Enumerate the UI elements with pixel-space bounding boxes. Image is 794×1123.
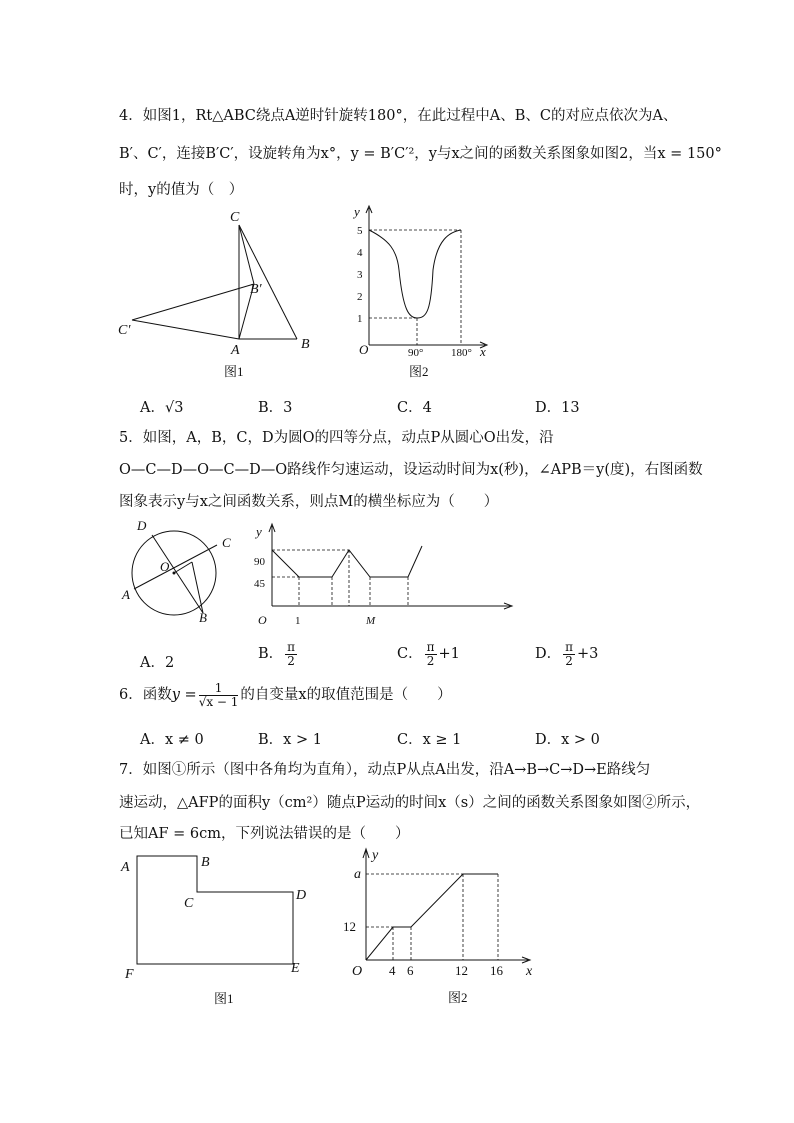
shape-label-F: F [125, 967, 134, 982]
q4-figure1 [112, 200, 332, 385]
q7-line1: 7．如图①所示（图中各角均为直角），动点P从点A出发，沿A→B→C→D→E路线匀 [119, 762, 651, 778]
graph-tick-90: 90 [254, 556, 265, 568]
q6-option-a: A．x ≠ 0 [140, 732, 204, 748]
circle-label-C: C [222, 535, 231, 550]
fig1-caption: 图1 [224, 364, 244, 379]
tick-y-2: 2 [357, 291, 363, 303]
graph-tick-1: 1 [295, 615, 301, 627]
origin-label: O [359, 342, 369, 357]
q5-option-d-label: D． [535, 646, 562, 663]
q7-figure2 [340, 843, 545, 1013]
tick-y-4: 4 [357, 247, 363, 259]
q5-line3: 图象表示y与x之间函数关系，则点M的横坐标应为（ ） [119, 494, 499, 510]
graph2-tick-a: a [354, 867, 361, 882]
graph2-y-label: y [372, 848, 379, 863]
shape-label-A: A [121, 860, 130, 875]
q5-graph [252, 518, 522, 633]
graph2-tick-16: 16 [490, 963, 503, 978]
label-C-prime: C′ [118, 323, 131, 338]
q6-option-b: B．x > 1 [258, 732, 322, 748]
q6-option-c: C．x ≥ 1 [397, 732, 462, 748]
tick-y-5: 5 [357, 225, 363, 237]
q4-line3: 时，y的值为（ ） [119, 182, 244, 198]
q6-fraction: $\frac{1}{√x - 1}$ [198, 681, 239, 709]
pi-over-2: $\frac{\pi}{2}$ [426, 640, 435, 668]
graph-y-label: y [256, 524, 262, 539]
q4-line1: 4．如图1，Rt△ABC绕点A逆时针旋转180°，在此过程中A、B、C的对应点依次为A、 [119, 108, 678, 124]
graph2-tick-12y: 12 [343, 919, 356, 934]
q4-option-c: C．4 [397, 400, 432, 416]
graph2-tick-6: 6 [407, 963, 414, 978]
circle-label-O: O [160, 559, 170, 574]
q5-option-b [258, 641, 299, 667]
q4-option-b: B．3 [258, 400, 293, 416]
q6-line: 6．函数y = $\frac{1}{√x - 1}$ 的自变量x的取值范围是（ ） [119, 681, 452, 709]
shape-label-C: C [184, 896, 194, 911]
label-C: C [230, 210, 240, 225]
graph-tick-45: 45 [254, 578, 265, 590]
q5-line1: 5．如图，A，B，C，D为圆O的四等分点，动点P从圆心O出发，沿 [119, 430, 554, 446]
q4-line2: B′、C′，连接B′C′，设旋转角为x°，y = B′C′²，y与x之间的函数关系图象如图2，当x = 150° [119, 146, 722, 162]
q7-line3: 已知AF = 6cm，下列说法错误的是（ ） [119, 826, 410, 842]
shape-label-E: E [291, 961, 300, 976]
q5-circle-figure [118, 515, 248, 630]
q7-figure1 [115, 848, 325, 1013]
fig1-caption: 图1 [214, 991, 234, 1006]
q5-option-b-label: B． [258, 646, 284, 663]
q5-option-d: D． $\frac{\pi}{2}$ +3 [535, 640, 599, 668]
graph2-tick-12: 12 [455, 963, 468, 978]
label-B: B [301, 337, 310, 352]
q5-option-c-label: C． [397, 646, 423, 663]
q4-option-d: D．13 [535, 400, 580, 416]
circle-label-B: B [199, 610, 207, 625]
graph-origin: O [258, 613, 267, 627]
pi-over-2: $\frac{\pi}{2}$ [565, 640, 574, 668]
tick-y-3: 3 [357, 269, 363, 281]
q6-option-d: D．x > 0 [535, 732, 600, 748]
tick-x-90: 90° [408, 347, 424, 359]
q5-option-a: A．2 [140, 655, 175, 671]
tick-x-180: 180° [451, 347, 472, 359]
pi-over-2: $\frac{\pi}{2}$ [287, 640, 296, 668]
graph2-x-label: x [526, 964, 533, 979]
q5-option-c: C． $\frac{\pi}{2}$ +1 [397, 640, 460, 668]
axis-y-label: y [354, 204, 360, 219]
circle-label-D: D [137, 518, 147, 533]
shape-label-D: D [296, 888, 307, 903]
shape-label-B: B [201, 855, 210, 870]
q4-figure2 [345, 200, 505, 385]
circle-label-A: A [122, 587, 130, 602]
graph2-tick-4: 4 [389, 963, 396, 978]
axis-x-label: x [480, 344, 486, 359]
q4-option-a: A．√3 [140, 400, 184, 416]
label-B-prime: B′ [250, 282, 262, 297]
fig2-caption: 图2 [448, 990, 468, 1005]
graph2-origin: O [352, 964, 363, 979]
tick-y-1: 1 [357, 313, 363, 325]
graph-tick-M: M [366, 615, 376, 627]
label-A: A [231, 343, 240, 358]
q5-line2: O—C—D—O—C—D—O路线作匀速运动，设运动时间为x(秒)，∠APB＝y(度)，右图函数 [119, 462, 703, 478]
fig2-caption: 图2 [409, 364, 429, 379]
q7-line2: 速运动，△AFP的面积y（cm²）随点P运动的时间x（s）之间的函数关系图象如图②所示， [119, 795, 701, 811]
